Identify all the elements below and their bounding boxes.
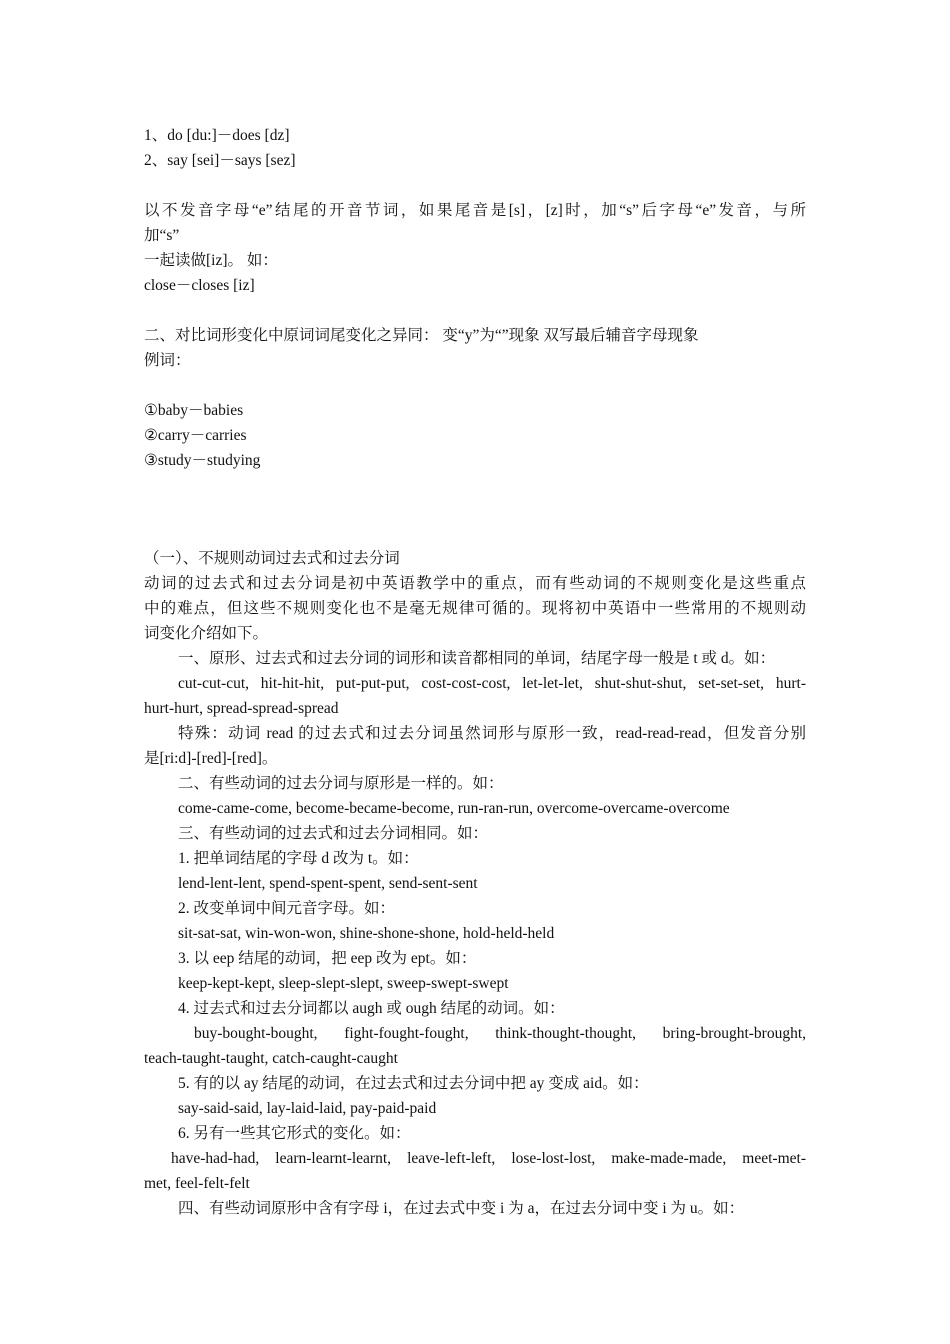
text-line: 3. 以 eep 结尾的动词，把 eep 改为 ept。如： [178, 950, 477, 967]
text-line: 特殊：动词 read 的过去式和过去分词虽然词形与原形一致，read-read-read，但发音分别 [178, 725, 806, 742]
text-line: 1. 把单词结尾的字母 d 改为 t。如： [178, 850, 419, 867]
text-line: come-came-come, become-became-become, run-ran-run, overcome-overcame-overcome [178, 800, 730, 817]
text-line: 一、原形、过去式和过去分词的词形和读音都相同的单词，结尾字母一般是 t 或 d。如： [178, 650, 776, 667]
text-line: ②carry－carries [144, 427, 247, 444]
text-line: 一起读做[iz]。 如： [144, 252, 278, 269]
text-line: close－closes [iz] [144, 277, 255, 294]
text-line: 1、do [du:]－does [dz] [144, 127, 290, 144]
text-line: have-had-had, learn-learnt-learnt, leave-left-left, lose-lost-lost, make-made-made, meet-met- [171, 1150, 806, 1167]
text-line: sit-sat-sat, win-won-won, shine-shone-shone, hold-held-held [178, 925, 555, 942]
text-line: 中的难点，但这些不规则变化也不是毫无规律可循的。现将初中英语中一些常用的不规则动 [144, 600, 806, 617]
text-line: 是[ri:d]-[red]-[red]。 [144, 750, 278, 767]
text-line: 以不发音字母“e”结尾的开音节词，如果尾音是[s]，[z]时，加“s”后字母“e”发音，与所 [144, 202, 806, 219]
text-line: ①baby－babies [144, 402, 244, 419]
text-line: 5. 有的以 ay 结尾的动词，在过去式和过去分词中把 ay 变成 aid。如： [178, 1075, 649, 1092]
text-line: 四、有些动词原形中含有字母 i，在过去式中变 i 为 a，在过去分词中变 i 为 u。如： [178, 1200, 745, 1217]
text-line: 动词的过去式和过去分词是初中英语教学中的重点，而有些动词的不规则变化是这些重点 [144, 575, 806, 592]
text-line: 6. 另有一些其它形式的变化。如： [178, 1125, 411, 1142]
text-line: cut-cut-cut, hit-hit-hit, put-put-put, cost-cost-cost, let-let-let, shut-shut-shut, set-set-set, hurt- [178, 675, 806, 692]
text-line: met, feel-felt-felt [144, 1175, 250, 1192]
text-line: keep-kept-kept, sleep-slept-slept, sweep-swept-swept [178, 975, 509, 992]
text-line: lend-lent-lent, spend-spent-spent, send-sent-sent [178, 875, 478, 892]
text-line: buy-bought-bought, fight-fought-fought, think-thought-thought, bring-brought-brought, [194, 1025, 806, 1042]
section-heading: （一）、不规则动词过去式和过去分词 [144, 550, 400, 567]
text-line: hurt-hurt, spread-spread-spread [144, 700, 339, 717]
text-line: 4. 过去式和过去分词都以 augh 或 ough 结尾的动词。如： [178, 1000, 565, 1017]
text-line: 2、say [sei]－says [sez] [144, 152, 296, 169]
text-line: 二、有些动词的过去分词与原形是一样的。如： [178, 775, 504, 792]
text-line: ③study－studying [144, 452, 261, 469]
text-line: 三、有些动词的过去式和过去分词相同。如： [178, 825, 489, 842]
text-line: say-said-said, lay-laid-laid, pay-paid-paid [178, 1100, 437, 1117]
text-line: 加“s” [144, 227, 180, 244]
text-line: 例词： [144, 352, 191, 369]
text-line: 词变化介绍如下。 [144, 625, 269, 642]
text-line: 2. 改变单词中间元音字母。如： [178, 900, 396, 917]
text-line: teach-taught-taught, catch-caught-caught [144, 1050, 398, 1067]
text-line: 二、对比词形变化中原词词尾变化之异同： 变“y”为“”现象 双写最后辅音字母现象 [144, 327, 699, 344]
